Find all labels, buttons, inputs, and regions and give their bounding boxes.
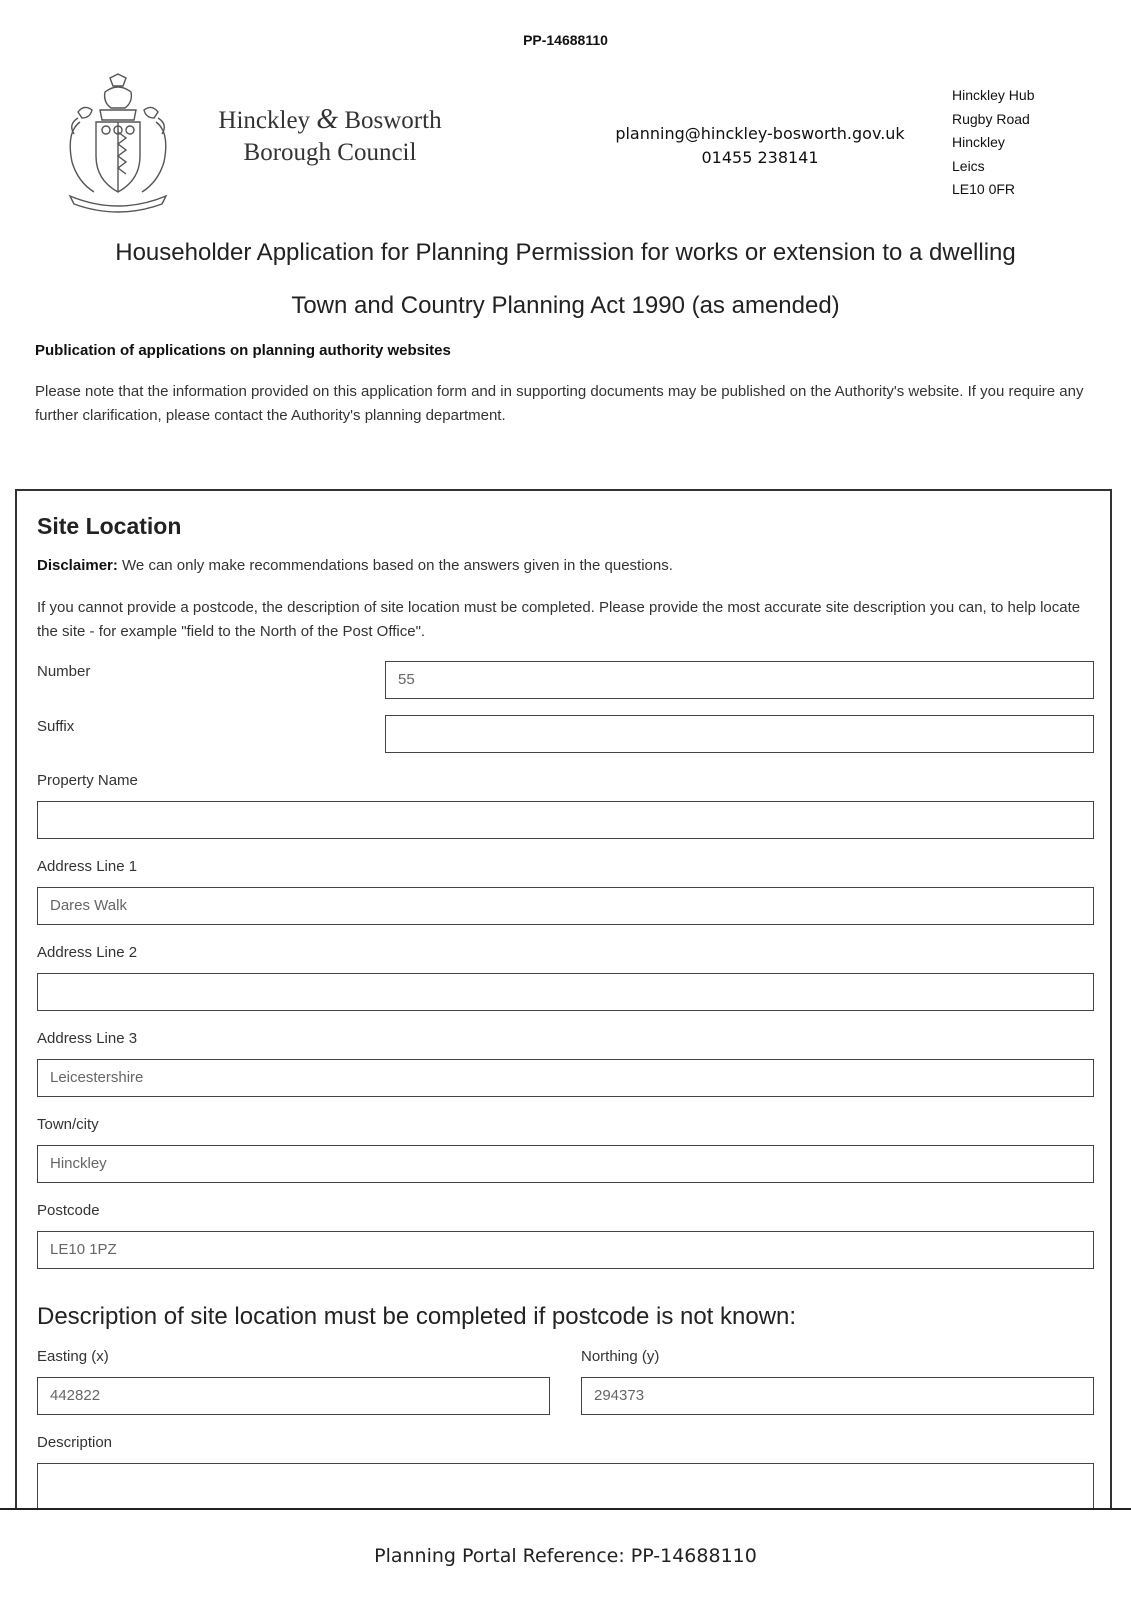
council-name-ampersand: & bbox=[316, 104, 339, 135]
northing-label: Northing (y) bbox=[581, 1348, 660, 1365]
town-city-label: Town/city bbox=[37, 1116, 99, 1133]
description-textarea[interactable] bbox=[37, 1463, 1094, 1508]
footer-divider bbox=[0, 1508, 1131, 1510]
town-city-field[interactable]: Hinckley bbox=[37, 1145, 1094, 1183]
reference-number-top: PP-14688110 bbox=[523, 32, 608, 48]
disclaimer-label: Disclaimer: bbox=[37, 557, 118, 574]
address-line-3-field[interactable]: Leicestershire bbox=[37, 1059, 1094, 1097]
description-heading: Description of site location must be completed if postcode is not known: bbox=[37, 1303, 797, 1330]
address-line: Hinckley bbox=[952, 134, 1005, 150]
address-line-1-field[interactable]: Dares Walk bbox=[37, 887, 1094, 925]
northing-field[interactable]: 294373 bbox=[581, 1377, 1094, 1415]
property-name-label: Property Name bbox=[37, 772, 138, 789]
council-crest-icon bbox=[60, 72, 176, 214]
contact-details bbox=[600, 122, 920, 170]
number-field[interactable]: 55 bbox=[385, 661, 1094, 699]
address-line-2-field[interactable] bbox=[37, 973, 1094, 1011]
address-line-1-label: Address Line 1 bbox=[37, 858, 138, 875]
suffix-label: Suffix bbox=[37, 718, 75, 735]
form-title: Householder Application for Planning Permission for works or extension to a dwelling bbox=[115, 239, 1016, 266]
disclaimer-text: We can only make recommendations based on the answers given in the questions. bbox=[117, 557, 673, 574]
council-name bbox=[200, 104, 460, 169]
publication-text: Please note that the information provided on this application form and in supporting documents may be published on the Authority's website. If you require any further clarification, please contact the Authority's planning department. bbox=[35, 383, 1084, 424]
easting-field[interactable]: 442822 bbox=[37, 1377, 550, 1415]
property-name-field[interactable] bbox=[37, 801, 1094, 839]
suffix-field[interactable] bbox=[385, 715, 1094, 753]
disclaimer bbox=[37, 557, 673, 574]
address-line-2-label: Address Line 2 bbox=[37, 944, 138, 961]
council-name-line-2: Borough Council bbox=[243, 139, 417, 166]
council-name-part-2: Bosworth bbox=[344, 107, 442, 134]
site-location-intro: If you cannot provide a postcode, the description of site location must be completed. Please provide the most accurate site description you can, to help locate the site - for example "field to the North of the Post Office". bbox=[37, 599, 1081, 640]
contact-email: planning@hinckley-bosworth.gov.uk bbox=[615, 124, 905, 143]
address-line: Hinckley Hub bbox=[952, 87, 1035, 103]
footer-reference: Planning Portal Reference: PP-14688110 bbox=[374, 1545, 757, 1567]
address-line: LE10 0FR bbox=[952, 181, 1016, 197]
form-subtitle: Town and Country Planning Act 1990 (as amended) bbox=[291, 292, 840, 319]
address-line-3-label: Address Line 3 bbox=[37, 1030, 138, 1047]
postcode-label: Postcode bbox=[37, 1202, 100, 1219]
publication-heading: Publication of applications on planning authority websites bbox=[35, 342, 451, 359]
address-line: Rugby Road bbox=[952, 110, 1030, 127]
description-label: Description bbox=[37, 1434, 113, 1451]
section-title: Site Location bbox=[37, 513, 182, 539]
address-line: Leics bbox=[952, 157, 985, 174]
council-name-part-1: Hinckley bbox=[218, 107, 311, 134]
easting-label: Easting (x) bbox=[37, 1348, 109, 1365]
contact-phone: 01455 238141 bbox=[701, 148, 819, 167]
number-label: Number bbox=[37, 663, 91, 680]
council-address bbox=[952, 84, 1034, 202]
postcode-field[interactable]: LE10 1PZ bbox=[37, 1231, 1094, 1269]
